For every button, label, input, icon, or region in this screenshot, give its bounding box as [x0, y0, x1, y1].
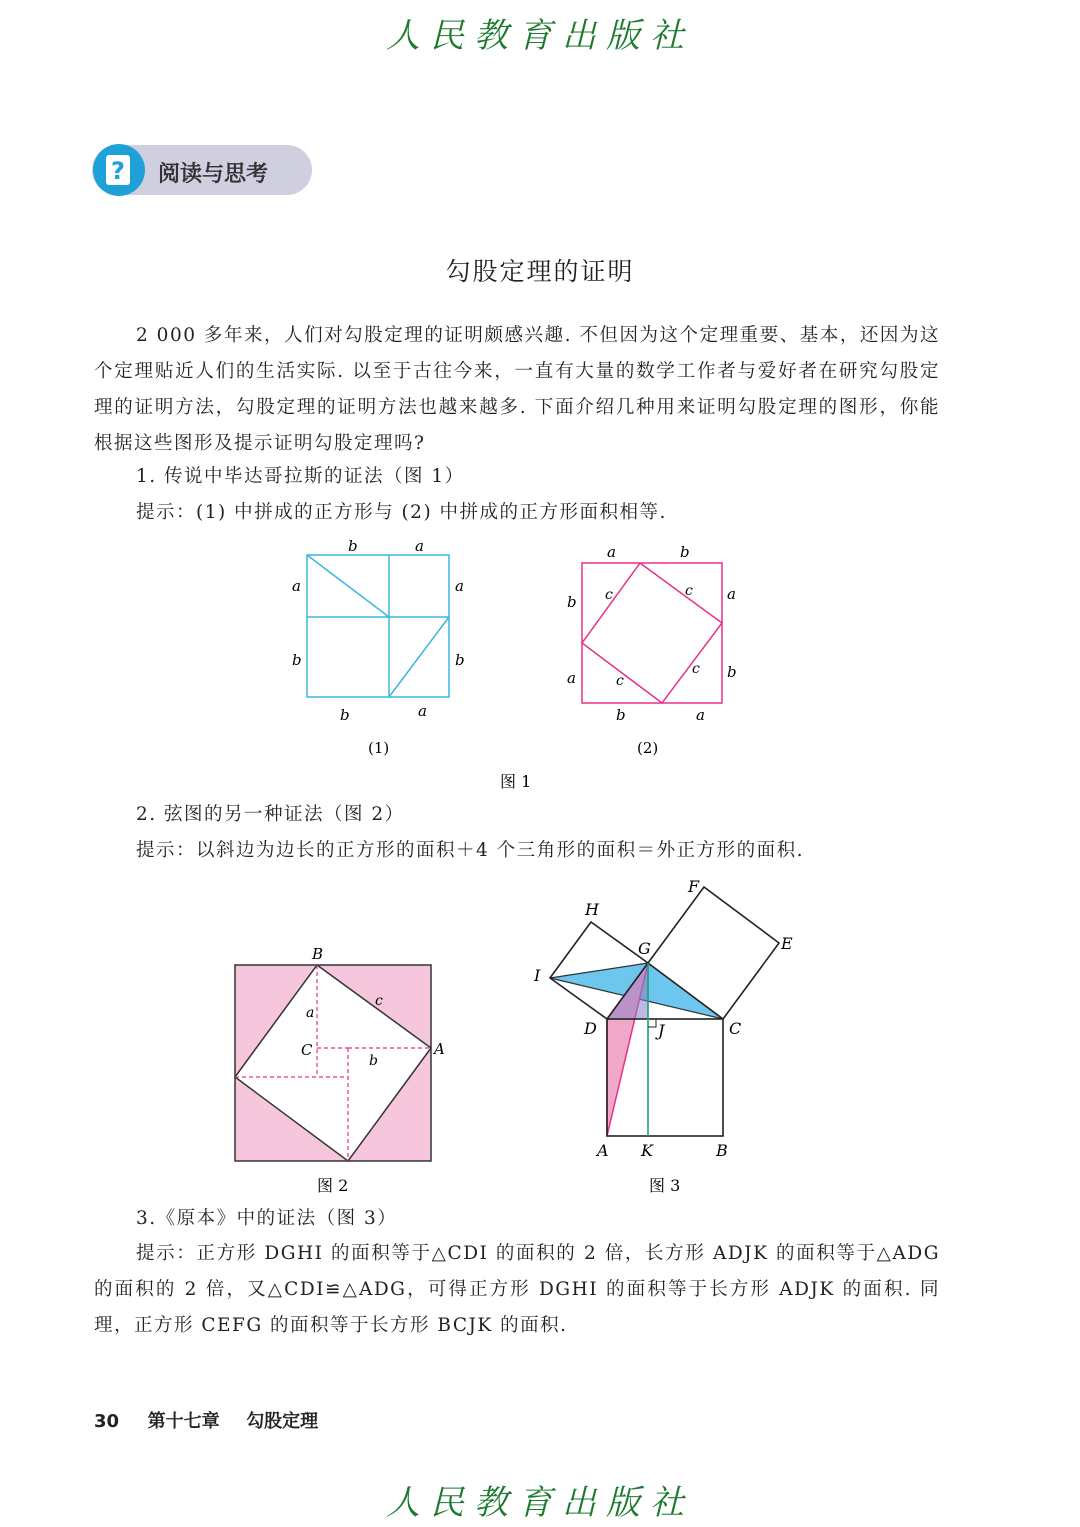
fig1-label: c: [692, 661, 700, 677]
fig1-label: a: [455, 577, 464, 595]
fig1-label: a: [418, 702, 427, 720]
fig2-side-a: a: [306, 1005, 315, 1021]
fig3-point-d: D: [584, 1019, 597, 1038]
fig1-label: b: [340, 706, 350, 724]
figure-1: [270, 535, 770, 795]
page-title: 勾股定理的证明: [445, 257, 635, 286]
fig1-label: a: [292, 577, 301, 595]
fig1-label: a: [567, 669, 576, 687]
fig1-label: c: [685, 583, 693, 599]
publisher-logo-bottom: 人民教育出版社: [386, 1483, 694, 1523]
fig1-caption: 图 1: [500, 772, 532, 791]
question-book-icon: [92, 143, 146, 197]
fig2-point-c: C: [301, 1041, 313, 1059]
page-number: 30: [94, 1411, 120, 1432]
svg-text:?: ?: [111, 157, 125, 185]
publisher-logo-top: 人民教育出版社: [386, 16, 694, 56]
fig1-label: b: [455, 651, 465, 669]
page-footer: [94, 1407, 318, 1433]
section-2-hint: 提示：以斜边为边长的正方形的面积＋4 个三角形的面积＝外正方形的面积.: [136, 840, 805, 861]
fig2-side-c: c: [375, 993, 383, 1009]
fig1-label: a: [607, 543, 616, 561]
fig3-point-a: A: [597, 1141, 609, 1160]
fig1-sub2-caption: (2): [637, 739, 659, 757]
fig2-caption: 图 2: [317, 1176, 349, 1195]
fig3-point-e: E: [781, 934, 793, 953]
fig3-point-f: F: [688, 877, 700, 896]
fig3-point-j: J: [658, 1021, 665, 1040]
fig2-side-b: b: [369, 1053, 378, 1069]
fig1-label: b: [292, 651, 302, 669]
fig3-point-g: G: [638, 939, 651, 958]
figure-2: [220, 935, 460, 1200]
fig1-label: b: [567, 593, 577, 611]
fig1-sub1-caption: (1): [368, 739, 390, 757]
fig3-point-b: B: [716, 1141, 728, 1160]
fig1-label: c: [605, 587, 613, 603]
intro-paragraph: 2 000 多年来，人们对勾股定理的证明颇感兴趣. 不但因为这个定理重要、基本，还因为这个定理贴近人们的生活实际. 以至于古往今来，一直有大量的数学工作者与爱好者在研究勾股定理的证明方法，勾股定理的证明方法也越来越多. 下面介绍几种用来证明勾股定理的图形，你能根据这些图形及提示证明勾股定理吗?: [94, 325, 940, 454]
fig3-point-i: I: [534, 966, 541, 985]
fig1-label: a: [696, 706, 705, 724]
fig1-label: b: [348, 537, 358, 555]
fig2-point-b: B: [312, 945, 324, 963]
section-3-hint: 提示：正方形 DGHI 的面积等于△CDI 的面积的 2 倍，长方形 ADJK 的面积等于△ADG 的面积的 2 倍，又△CDI≌△ADG，可得正方形 DGHI 的面积等于长方形 ADJK 的面积. 同理，正方形 CEFG 的面积等于长方形 BCJK 的面积.: [94, 1243, 940, 1336]
fig1-label: b: [680, 543, 690, 561]
fig2-point-a: A: [434, 1040, 445, 1058]
fig1-left-square: [307, 555, 449, 697]
chapter-title: 勾股定理: [246, 1411, 319, 1432]
fig1-label: a: [415, 537, 424, 555]
fig3-point-c: C: [729, 1019, 742, 1038]
section-2-heading: 2. 弦图的另一种证法（图 2）: [136, 804, 405, 825]
fig1-right-square: [582, 563, 722, 703]
section-1-heading: 1. 传说中毕达哥拉斯的证法（图 1）: [136, 466, 465, 487]
fig3-caption: 图 3: [649, 1176, 681, 1195]
fig3-point-k: K: [641, 1141, 653, 1160]
fig1-label: b: [727, 663, 737, 681]
fig1-label: c: [616, 673, 624, 689]
fig1-label: a: [727, 585, 736, 603]
fig1-label: b: [616, 706, 626, 724]
section-3-heading: 3.《原本》中的证法（图 3）: [136, 1208, 398, 1229]
figure-3: [525, 870, 815, 1200]
fig3-point-h: H: [585, 900, 599, 919]
chapter-number: 第十七章: [147, 1411, 220, 1432]
badge-label: 阅读与思考: [158, 162, 269, 187]
section-1-hint: 提示：(1) 中拼成的正方形与 (2) 中拼成的正方形面积相等.: [136, 502, 667, 523]
